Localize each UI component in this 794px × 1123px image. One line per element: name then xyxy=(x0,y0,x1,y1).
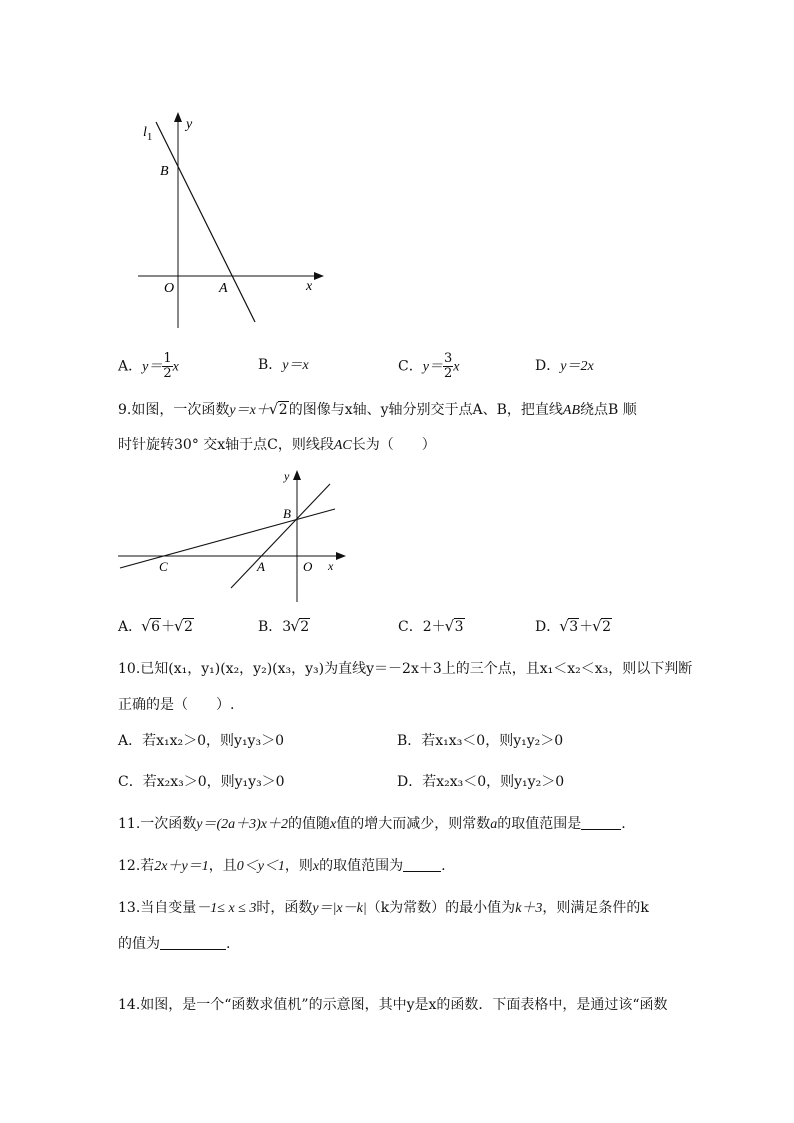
q10-option-d[interactable]: D．若x₂x₃＜0，则y₁y₂＞0 xyxy=(397,774,565,790)
q11-answer-blank[interactable] xyxy=(581,829,621,830)
b-label: B xyxy=(283,506,291,521)
a-label: A xyxy=(219,281,228,296)
q8-option-d[interactable]: D．y＝2x xyxy=(535,358,594,374)
b-label: B xyxy=(160,164,169,179)
q9-option-c[interactable]: C．2＋√ 3 xyxy=(398,617,465,637)
l1-label: $l_1$ xyxy=(143,125,153,143)
x-label: x xyxy=(328,559,334,573)
q8-option-a[interactable]: A．y＝ $\frac{1}{2}$ x xyxy=(118,351,179,381)
q10-option-c[interactable]: C．若x₂x₃＞0，则y₁y₃＞0 xyxy=(118,774,285,790)
x-axis-arrow xyxy=(336,552,346,560)
y-label: y xyxy=(284,469,290,483)
q14-line1: 14.如图，是一个“函数求值机”的示意图，其中y是x的函数．下面表格中，是通过该“函数 xyxy=(118,997,668,1013)
q10-option-b[interactable]: B．若x₁x₃＜0，则y₁y₂＞0 xyxy=(397,733,564,749)
q13-line2: 的值为 . xyxy=(118,936,231,952)
figure-rotation xyxy=(116,468,346,606)
o-label: O xyxy=(164,281,175,296)
y-axis-arrow xyxy=(293,470,301,480)
figure-line-l1 xyxy=(130,108,330,330)
q8-option-c[interactable]: C．y＝ $\frac{3}{2}$ x xyxy=(398,351,460,381)
q9-line1: 9.如图，一次函数y＝x＋√ 2的图像与x轴、y轴分别交于点A、B，把直线AB绕点B 顺 xyxy=(118,400,637,421)
q9-option-b[interactable]: B．3√ 2 xyxy=(258,617,310,637)
a-label: A xyxy=(257,559,265,574)
y-label: y xyxy=(186,117,193,132)
x-axis-arrow xyxy=(314,272,324,280)
o-label: O xyxy=(303,559,313,574)
q13-answer-blank[interactable] xyxy=(160,949,226,950)
q10-option-a[interactable]: A．若x₁x₂＞0，则y₁y₃＞0 xyxy=(118,733,284,749)
y-axis-arrow xyxy=(174,112,182,122)
c-label: C xyxy=(159,559,168,574)
q10-line2: 正确的是（ ）. xyxy=(118,697,235,713)
q9-option-a[interactable]: A．√ 6＋√ 2 xyxy=(118,617,194,637)
q10-line1: 10.已知(x₁，y₁)(x₂，y₂)(x₃，y₃)为直线y＝－2x＋3上的三个点，且x₁＜x₂＜x₃，则以下判断 xyxy=(118,661,693,677)
line-ab xyxy=(231,484,330,588)
q8-option-b[interactable]: B．y＝x xyxy=(258,357,309,373)
q9-option-d[interactable]: D．√ 3＋√ 2 xyxy=(535,617,612,637)
q12: 12.若2x＋y＝1，且0＜y＜1，则x的取值范围为 . xyxy=(118,858,446,874)
q12-answer-blank[interactable] xyxy=(403,871,441,872)
x-label: x xyxy=(306,279,313,294)
q13-line1: 13.当自变量－1≤ x ≤ 3时，函数y＝|x－k|（k为常数）的最小值为k＋3，则满足条件的k xyxy=(118,900,649,916)
q11: 11.一次函数y＝(2a＋3)x＋2的值随x值的增大而减少，则常数a的取值范围是 . xyxy=(118,816,626,832)
q9-line2: 时针旋转30° 交x轴于点C，则线段AC长为（ ） xyxy=(118,437,436,453)
